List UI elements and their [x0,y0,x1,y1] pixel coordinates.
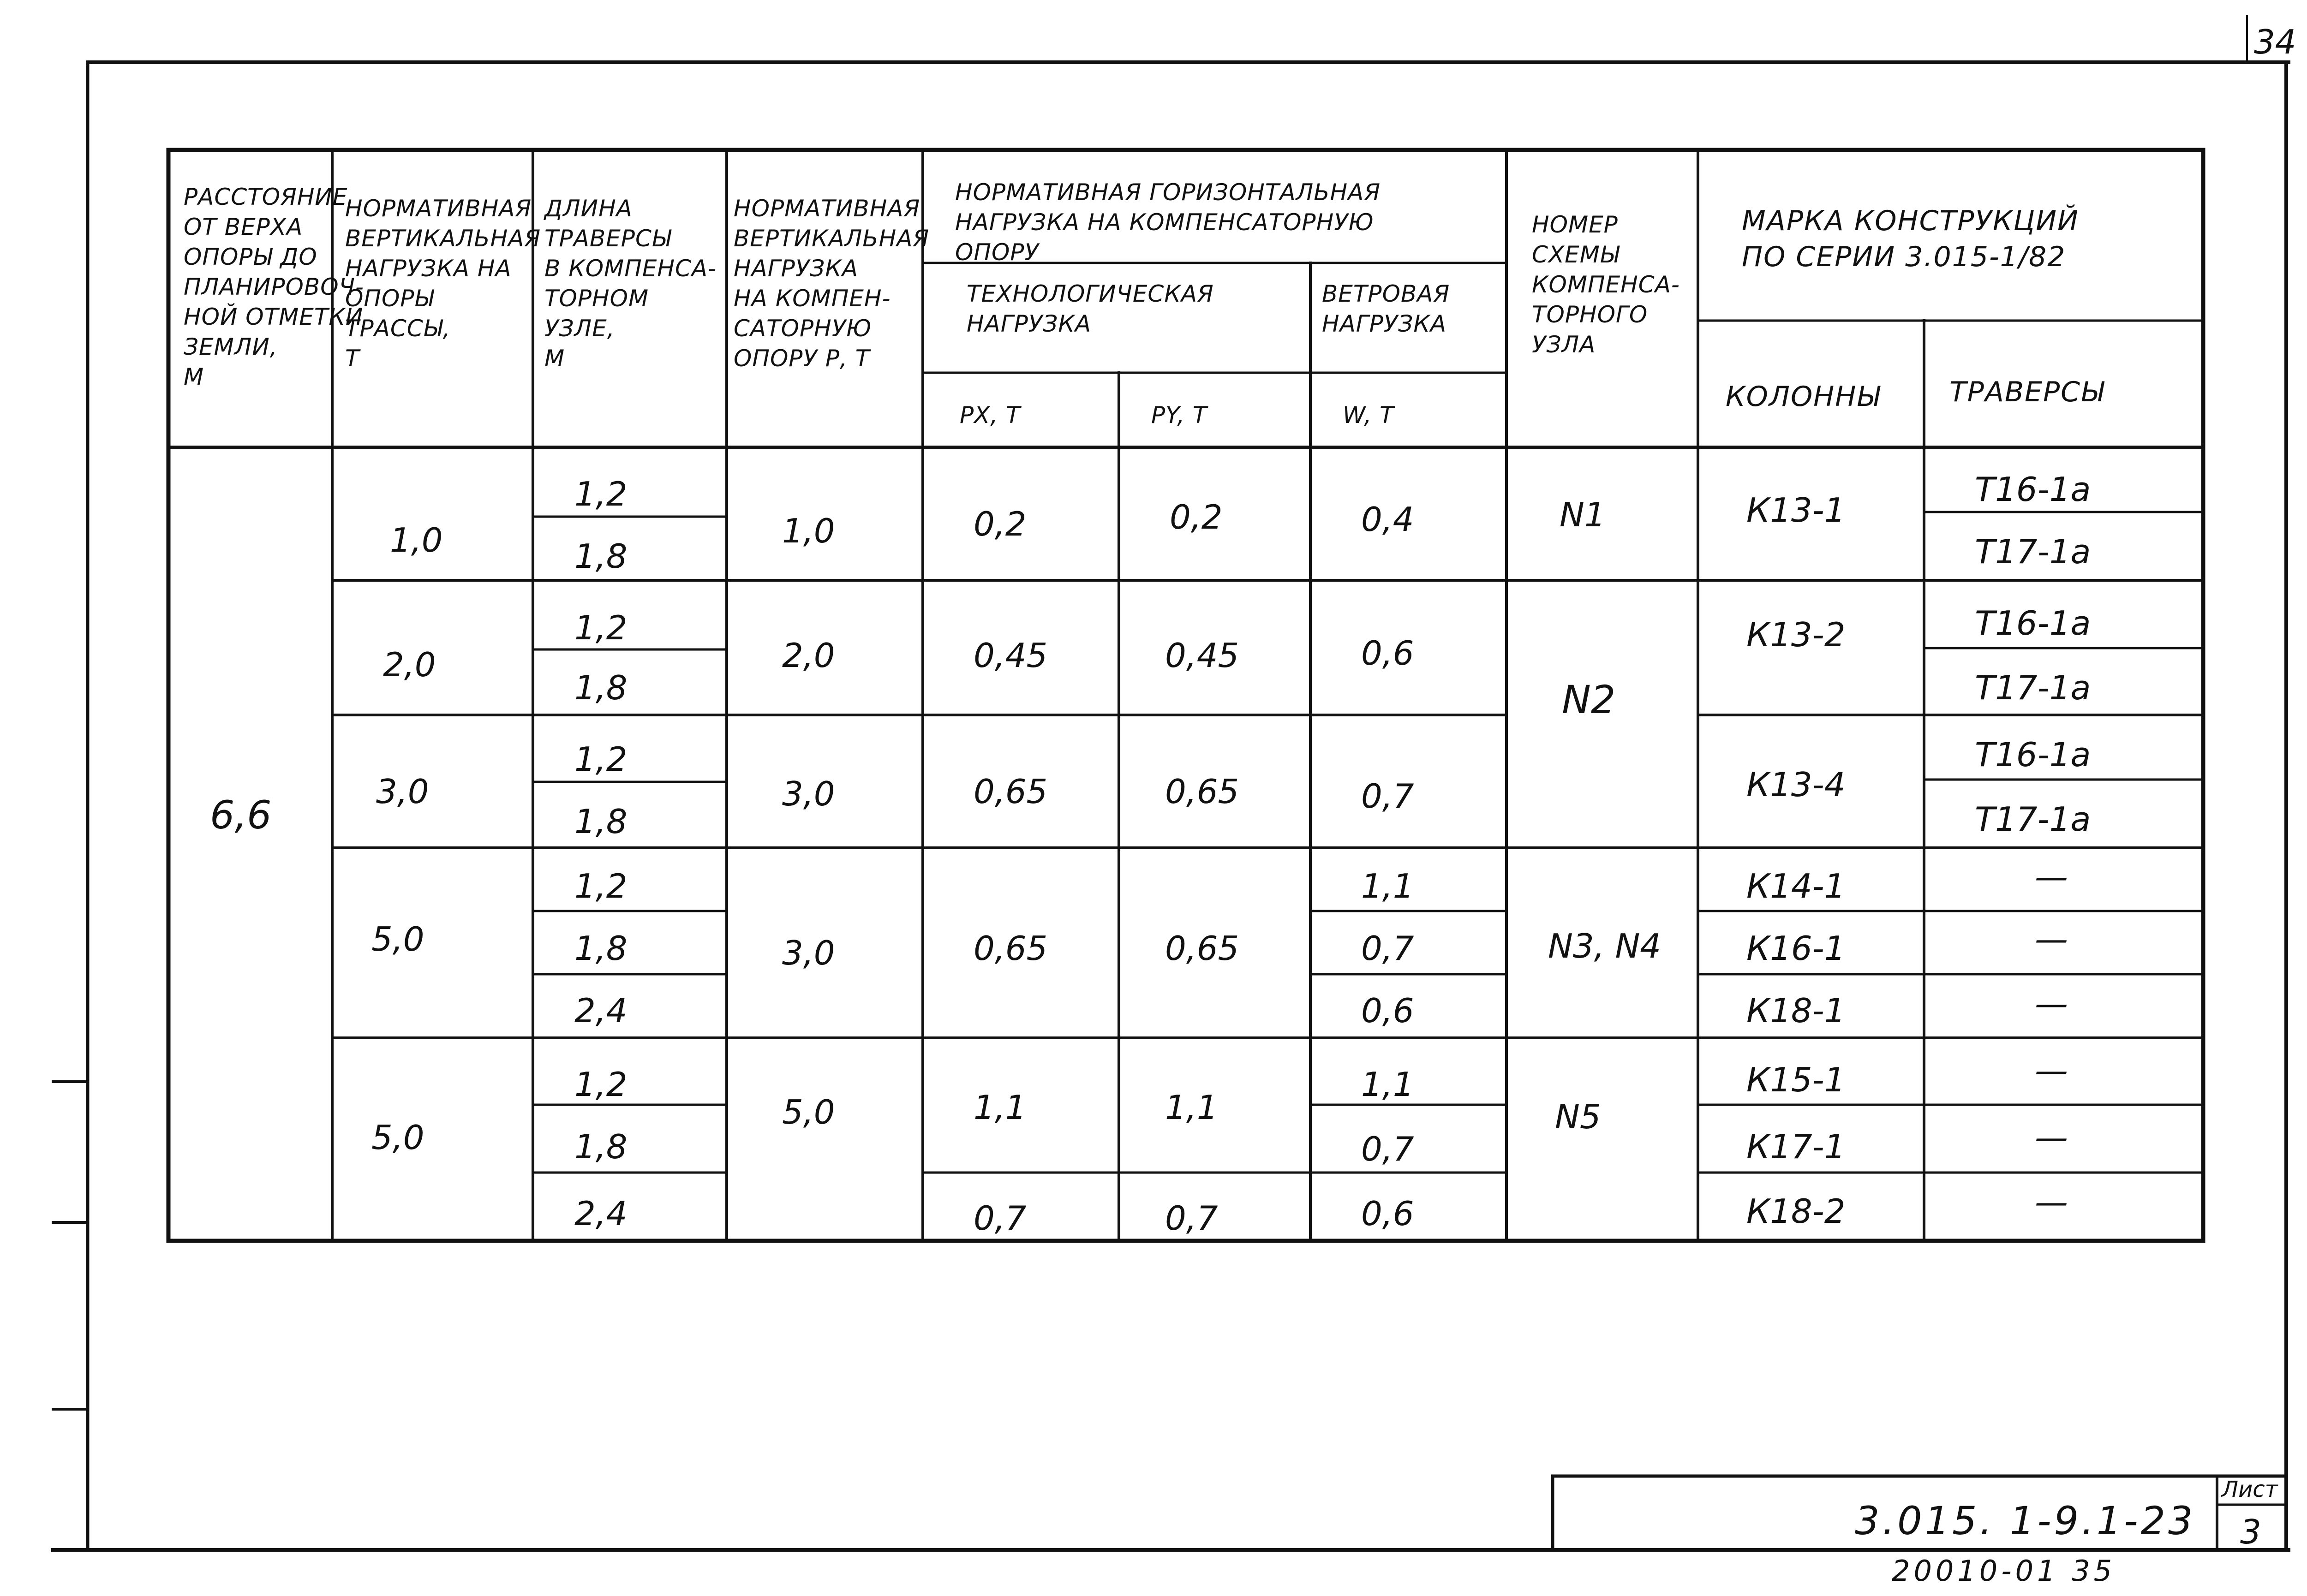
g1-length-2: 1,8 [574,537,628,576]
g3-length-1: 1,2 [574,740,628,779]
g4-w-2: 0,7 [1361,929,1414,968]
header-vertical-load-compensator: НОРМАТИВНАЯ ВЕРТИКАЛЬНАЯ НАГРУЗКА НА КОМПЕН- САТОРНУЮ ОПОРУ Р, Т [734,195,930,372]
g4-traverse-2: — [2035,920,2068,959]
g2-w: 0,6 [1361,634,1414,673]
g5-traverse-3: — [2035,1183,2068,1221]
g4-w-3: 0,6 [1361,991,1414,1030]
g3-traverse-1: Т16-1а [1975,735,2091,774]
g5-px-last: 0,7 [974,1199,1027,1238]
g5-py-last: 0,7 [1165,1199,1218,1238]
g4-length-3: 2,4 [574,991,628,1030]
g4-vertical-load: 5,0 [371,920,424,959]
g2-traverse-2: Т17-1а [1975,668,2091,707]
header-construction-brand: МАРКА КОНСТРУКЦИЙ ПО СЕРИИ 3.015-1/82 [1742,205,2079,273]
g1-scheme: N1 [1560,495,1606,534]
distance-value: 6,6 [210,792,272,838]
header-columns: КОЛОННЫ [1726,381,1881,413]
header-vertical-load-route: НОРМАТИВНАЯ ВЕРТИКАЛЬНАЯ НАГРУЗКА НА ОПОРЫ ТРАССЫ, Т [345,195,541,372]
sheet-label: Лист [2222,1477,2278,1502]
g2-scheme: N2 [1562,677,1616,722]
g3-px: 0,65 [974,772,1048,811]
g1-column: К13-1 [1746,491,1846,530]
g1-comp-load: 1,0 [782,512,835,550]
g3-length-2: 1,8 [574,802,628,841]
g3-vertical-load: 3,0 [376,772,429,811]
g1-vertical-load: 1,0 [390,521,443,560]
g4-w-1: 1,1 [1361,867,1414,905]
header-horizontal-load: НОРМАТИВНАЯ ГОРИЗОНТАЛЬНАЯ НАГРУЗКА НА КОМПЕНСАТОРНУЮ ОПОРУ [955,179,1381,266]
header-traverses: ТРАВЕРСЫ [1949,376,2105,408]
g1-w: 0,4 [1361,500,1414,539]
g3-w: 0,7 [1361,777,1414,816]
g5-length-3: 2,4 [574,1194,628,1233]
g5-column-1: К15-1 [1746,1060,1846,1099]
header-distance: РАССТОЯНИЕ ОТ ВЕРХА ОПОРЫ ДО ПЛАНИРОВОЧ- НОЙ ОТМЕТКИ ЗЕМЛИ, М [184,184,364,390]
g5-column-2: К17-1 [1746,1127,1846,1166]
header-w: W, Т [1343,402,1394,429]
header-px: РX, Т [960,402,1021,429]
g4-column-2: К16-1 [1746,929,1846,968]
page-number: 34 [2254,23,2296,61]
g2-traverse-1: Т16-1а [1975,604,2091,643]
g1-py: 0,2 [1170,498,1223,536]
g3-py: 0,65 [1165,772,1239,811]
g4-traverse-1: — [2035,858,2068,896]
g4-length-2: 1,8 [574,929,628,968]
g2-comp-load: 2,0 [782,636,835,675]
g5-w-3: 0,6 [1361,1194,1414,1233]
header-py: РY, Т [1151,402,1207,429]
g3-comp-load: 3,0 [782,774,835,813]
g5-traverse-1: — [2035,1051,2068,1090]
g4-column-3: К18-1 [1746,991,1846,1030]
header-traverse-length: ДЛИНА ТРАВЕРСЫ В КОМПЕНСА- ТОРНОМ УЗЛЕ, М [544,195,717,372]
g5-traverse-2: — [2035,1118,2068,1157]
sheet-number: 3 [2240,1513,2261,1551]
g2-vertical-load: 2,0 [383,645,436,684]
g1-traverse-1: Т16-1а [1975,470,2091,509]
g3-traverse-2: Т17-1а [1975,800,2091,839]
header-wind-load: ВЕТРОВАЯ НАГРУЗКА [1322,280,1450,337]
g4-length-1: 1,2 [574,867,628,905]
g5-w-1: 1,1 [1361,1065,1414,1104]
g1-length-1: 1,2 [574,475,628,513]
g2-px: 0,45 [974,636,1048,675]
g4-py: 0,65 [1165,929,1239,968]
g4-px: 0,65 [974,929,1048,968]
g1-px: 0,2 [974,505,1027,543]
g5-length-2: 1,8 [574,1127,628,1166]
g5-px: 1,1 [974,1088,1027,1127]
g2-py: 0,45 [1165,636,1239,675]
header-technological-load: ТЕХНОЛОГИЧЕСКАЯ НАГРУЗКА [967,280,1214,337]
g5-py: 1,1 [1165,1088,1218,1127]
g5-scheme: N5 [1555,1097,1601,1136]
g5-column-3: К18-2 [1746,1192,1846,1231]
g4-column-1: К14-1 [1746,867,1846,905]
g4-comp-load: 3,0 [782,934,835,972]
g2-column: К13-2 [1746,615,1846,654]
g5-w-2: 0,7 [1361,1130,1414,1168]
g2-length-1: 1,2 [574,608,628,647]
g3-column: К13-4 [1746,765,1846,804]
document-designation: 3.015. 1-9.1-23 [1855,1498,2196,1543]
inventory-number: 20010-01 35 [1892,1554,2116,1588]
g4-traverse-3: — [2035,984,2068,1023]
header-scheme-number: НОМЕР СХЕМЫ КОМПЕНСА- ТОРНОГО УЗЛА [1532,211,1680,358]
g2-length-2: 1,8 [574,668,628,707]
g5-comp-load: 5,0 [782,1093,835,1131]
g5-vertical-load: 5,0 [371,1118,424,1157]
g5-length-1: 1,2 [574,1065,628,1104]
g1-traverse-2: Т17-1а [1975,532,2091,571]
g4-scheme: N3, N4 [1548,927,1662,965]
